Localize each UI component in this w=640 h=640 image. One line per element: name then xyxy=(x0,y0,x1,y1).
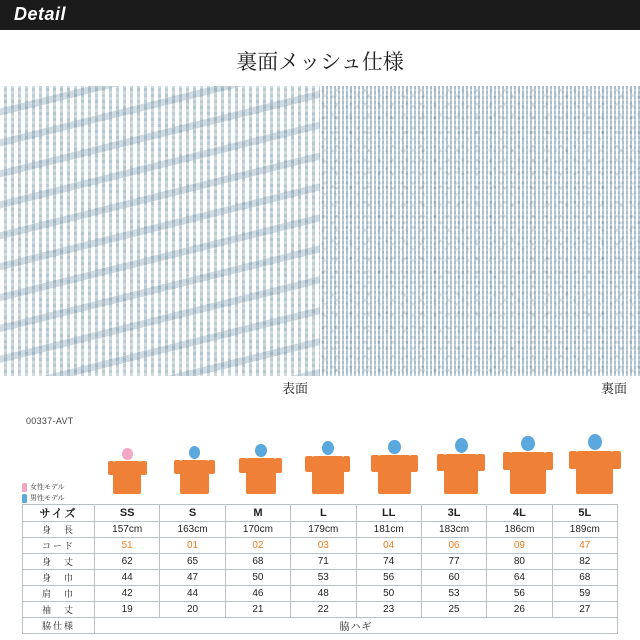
legend-row-female xyxy=(22,482,94,493)
size-table-row xyxy=(23,522,618,538)
model-silhouette-m xyxy=(228,444,295,494)
detail-header-bar xyxy=(0,0,640,30)
size-table-cell: 62 xyxy=(95,554,160,570)
size-table-col-header-m: M xyxy=(225,505,290,522)
size-table-cell: 26 xyxy=(487,602,552,618)
model-body-icon xyxy=(180,460,209,494)
size-table-cell: 71 xyxy=(291,554,356,570)
legend-person-icon xyxy=(22,483,27,492)
size-table-row-label: 身 長 xyxy=(23,522,95,538)
model-body-icon xyxy=(576,451,613,494)
model-silhouette-4l xyxy=(495,436,562,494)
size-table-cell: 53 xyxy=(291,570,356,586)
back-fabric-photo xyxy=(320,86,640,376)
size-table-col-header-l: L xyxy=(291,505,356,522)
size-table-col-header-3l: 3L xyxy=(421,505,486,522)
model-silhouette-l xyxy=(294,441,361,494)
size-table-row xyxy=(23,538,618,554)
model-head-icon xyxy=(588,434,602,450)
legend-person-icon xyxy=(22,494,27,503)
size-table-cell: 20 xyxy=(160,602,225,618)
model-silhouette-ll xyxy=(361,440,428,494)
detail-header-label: Detail xyxy=(14,4,67,24)
size-table-cell: 06 xyxy=(421,538,486,554)
size-table-col-header-5l: 5L xyxy=(552,505,617,522)
fabric-photo-row xyxy=(0,86,640,376)
model-head-icon xyxy=(122,448,133,460)
size-table-cell: 01 xyxy=(160,538,225,554)
fabric-photo-captions xyxy=(0,378,640,396)
back-fabric-caption: 裏面 xyxy=(601,381,628,396)
size-table-cell: 80 xyxy=(487,554,552,570)
size-table-cell: 77 xyxy=(421,554,486,570)
size-table-cell: 47 xyxy=(552,538,617,554)
size-table-cell: 74 xyxy=(356,554,421,570)
size-table-col-header-4l: 4L xyxy=(487,505,552,522)
size-table-col-header-s: S xyxy=(160,505,225,522)
size-table-cell: 19 xyxy=(95,602,160,618)
size-table-cell: 46 xyxy=(225,586,290,602)
size-table-cell: 68 xyxy=(225,554,290,570)
size-table-row xyxy=(23,586,618,602)
size-table-col-header-ss: SS xyxy=(95,505,160,522)
size-table-cell: 44 xyxy=(160,586,225,602)
model-head-icon xyxy=(189,446,200,459)
model-body-icon xyxy=(378,455,411,494)
size-table-corner-header: サイズ xyxy=(23,505,95,522)
size-table-row-label: 身 丈 xyxy=(23,554,95,570)
size-table-row xyxy=(23,570,618,586)
size-table-row xyxy=(23,554,618,570)
size-table-cell: 163cm xyxy=(160,522,225,538)
model-head-icon xyxy=(521,436,535,452)
size-table-row-label: 肩 巾 xyxy=(23,586,95,602)
size-table-footer-value: 脇ハギ xyxy=(95,618,618,634)
front-fabric-photo xyxy=(0,86,320,376)
size-table-cell: 170cm xyxy=(225,522,290,538)
size-table-cell: 21 xyxy=(225,602,290,618)
product-code: 00337-AVT xyxy=(26,416,74,426)
size-table-cell: 53 xyxy=(421,586,486,602)
size-table-cell: 50 xyxy=(225,570,290,586)
size-table-cell: 179cm xyxy=(291,522,356,538)
size-table-cell: 22 xyxy=(291,602,356,618)
size-table-row xyxy=(23,602,618,618)
size-table-col-header-ll: LL xyxy=(356,505,421,522)
size-table-row-label: 袖 丈 xyxy=(23,602,95,618)
size-table-cell: 56 xyxy=(356,570,421,586)
model-silhouette-5l xyxy=(561,434,628,494)
size-table-cell: 59 xyxy=(552,586,617,602)
size-table-footer-row xyxy=(23,618,618,634)
model-head-icon xyxy=(455,438,468,453)
model-silhouette-ss xyxy=(94,448,161,494)
size-table-cell: 157cm xyxy=(95,522,160,538)
model-silhouette-row xyxy=(94,424,628,494)
model-body-icon xyxy=(312,456,344,494)
size-table-header-row xyxy=(23,505,618,522)
size-table-cell: 03 xyxy=(291,538,356,554)
size-table-cell: 04 xyxy=(356,538,421,554)
size-table-cell: 186cm xyxy=(487,522,552,538)
size-table-cell: 02 xyxy=(225,538,290,554)
size-table-cell: 189cm xyxy=(552,522,617,538)
legend-row-male xyxy=(22,493,94,504)
size-table xyxy=(22,504,618,634)
size-table-cell: 50 xyxy=(356,586,421,602)
size-table-cell: 65 xyxy=(160,554,225,570)
size-table-cell: 60 xyxy=(421,570,486,586)
size-table-cell: 68 xyxy=(552,570,617,586)
model-legend xyxy=(22,482,94,504)
size-table-cell: 42 xyxy=(95,586,160,602)
model-head-icon xyxy=(255,444,267,457)
size-table-cell: 48 xyxy=(291,586,356,602)
size-table-row-label: 身 巾 xyxy=(23,570,95,586)
model-silhouette-s xyxy=(161,446,228,494)
size-table-cell: 183cm xyxy=(421,522,486,538)
size-table-cell: 25 xyxy=(421,602,486,618)
size-table-cell: 27 xyxy=(552,602,617,618)
model-head-icon xyxy=(322,441,334,455)
model-silhouette-3l xyxy=(428,438,495,494)
page-title: 裏面メッシュ仕様 xyxy=(236,51,404,74)
legend-label: 女性モデル xyxy=(30,484,65,491)
size-table-cell: 23 xyxy=(356,602,421,618)
size-table-cell: 181cm xyxy=(356,522,421,538)
size-table-cell: 47 xyxy=(160,570,225,586)
size-table-row-label: コード xyxy=(23,538,95,554)
model-body-icon xyxy=(444,454,478,494)
size-table-cell: 56 xyxy=(487,586,552,602)
front-fabric-caption: 表面 xyxy=(282,381,309,396)
model-body-icon xyxy=(510,452,545,494)
model-body-icon xyxy=(246,458,277,494)
model-body-icon xyxy=(113,461,141,494)
size-table-cell: 44 xyxy=(95,570,160,586)
size-table-cell: 09 xyxy=(487,538,552,554)
size-table-footer-label: 脇仕様 xyxy=(23,618,95,634)
size-table-cell: 51 xyxy=(95,538,160,554)
legend-label: 男性モデル xyxy=(30,495,65,502)
size-table-cell: 82 xyxy=(552,554,617,570)
size-table-cell: 64 xyxy=(487,570,552,586)
model-head-icon xyxy=(388,440,401,455)
